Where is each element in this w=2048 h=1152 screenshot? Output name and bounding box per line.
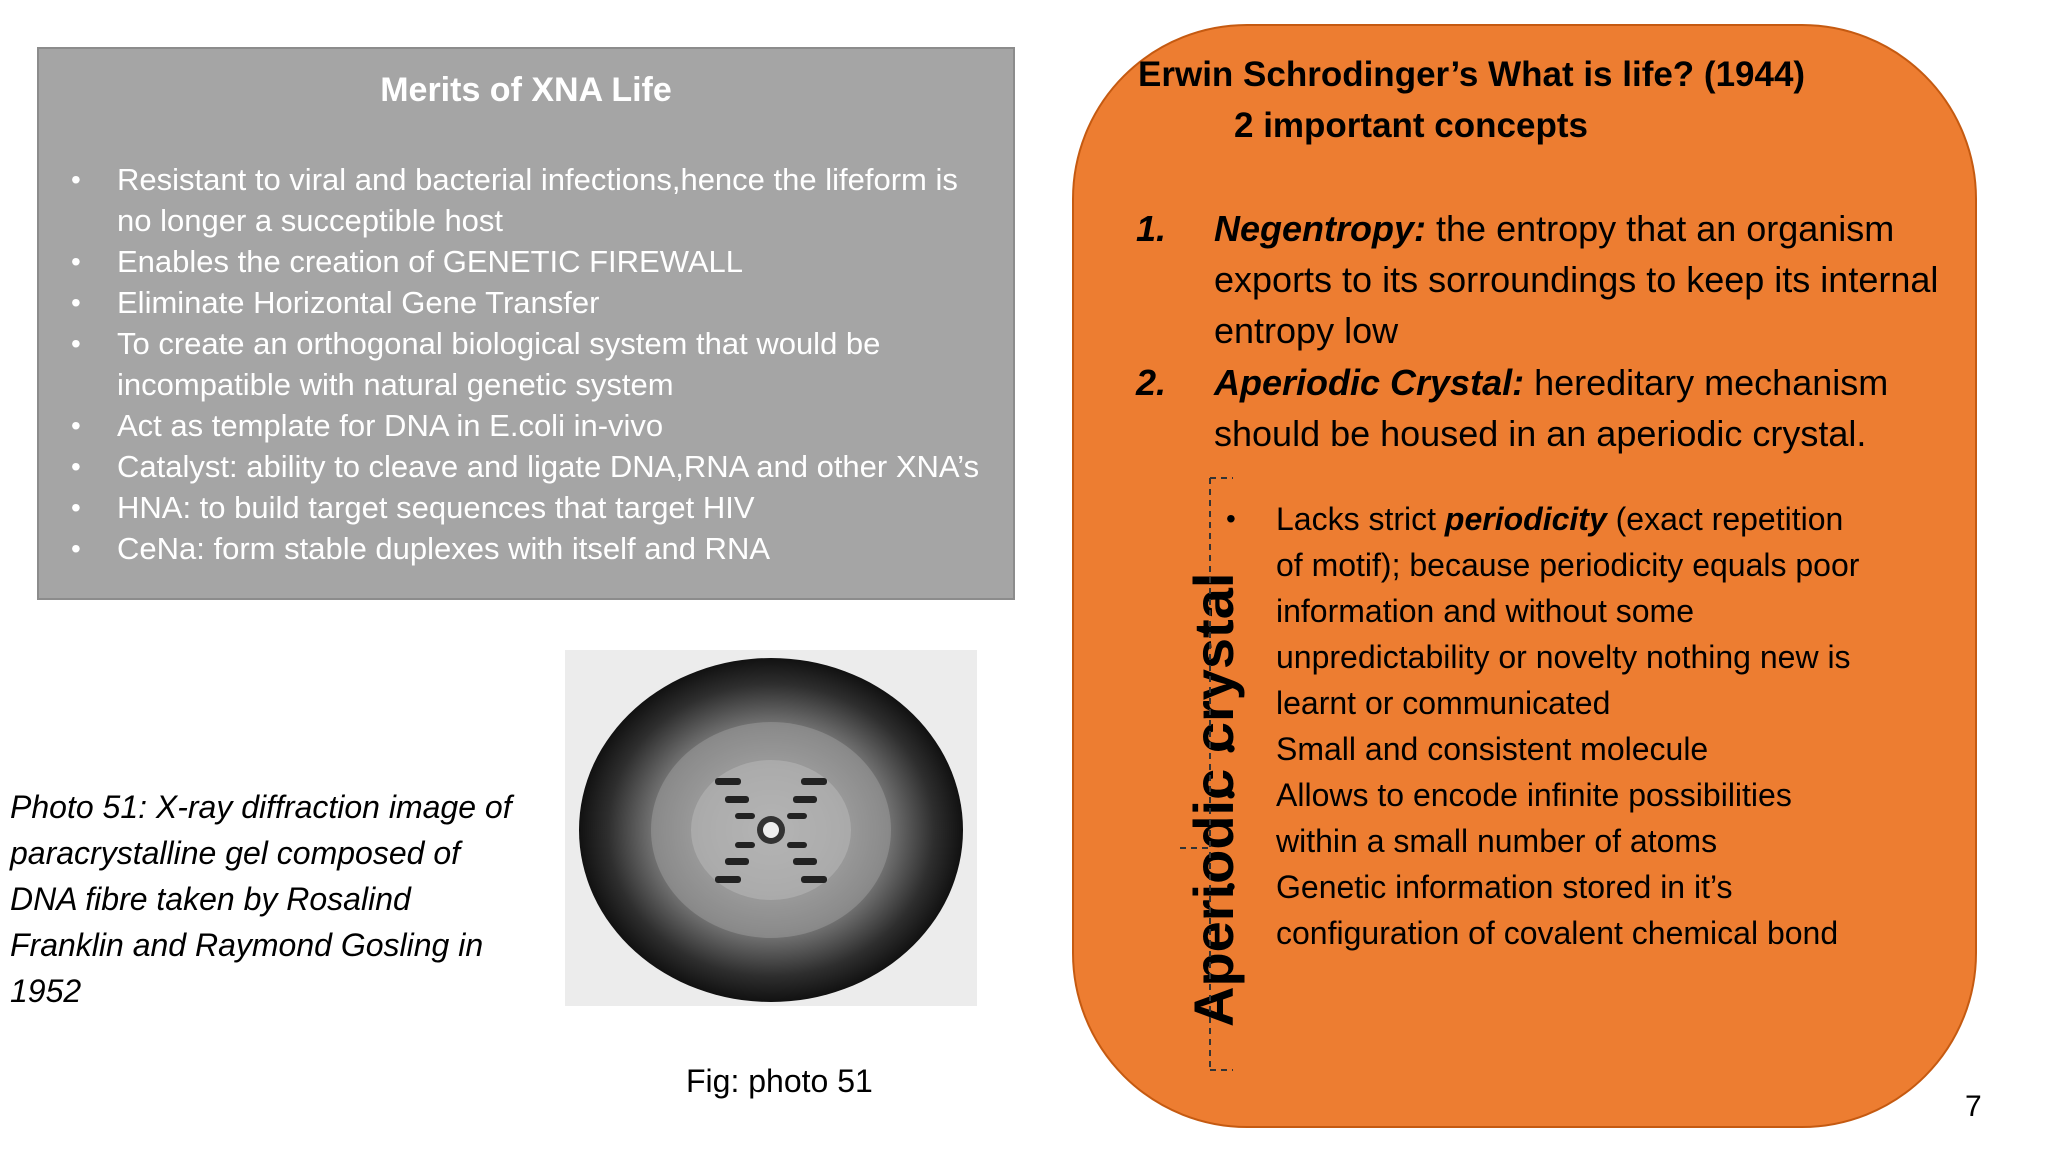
panel-subtitle: 2 important concepts: [1234, 106, 1588, 145]
list-item: • Allows to encode infinite possibilities within a small number of atoms: [1220, 772, 1870, 864]
merits-list: [71, 159, 983, 569]
figure-label: Fig: photo 51: [686, 1063, 873, 1099]
diffraction-pattern-illustration: [565, 650, 977, 1006]
concept-description: hereditary mechanism should be housed in an aperiodic crystal.: [1214, 362, 1889, 454]
photo-caption: Photo 51: X-ray diffraction image of paracrystalline gel composed of DNA fibre taken by Rosalind Franklin and Raymond Gosling in 1952: [10, 789, 512, 1009]
list-item: • Eliminate Horizontal Gene Transfer: [71, 282, 983, 323]
concept-description: the entropy that an organism exports to its sorroundings to keep its internal entropy low: [1214, 208, 1939, 351]
emphasis-periodicity: periodicity: [1444, 501, 1607, 537]
list-item: • To create an orthogonal biological system that would be incompatible with natural genetic system: [71, 323, 983, 405]
concept-number: 2.: [1136, 362, 1167, 403]
concept-number: 1.: [1136, 208, 1167, 249]
page-number: 7: [1965, 1090, 1982, 1123]
list-item: • Genetic information stored in it’s configuration of covalent chemical bond: [1220, 864, 1870, 956]
merits-title: Merits of XNA Life: [380, 71, 672, 109]
aperiodic-crystal-vertical-label: Aperiodic crystal: [1182, 572, 1245, 1027]
list-item: • CeNa: form stable duplexes with itself and RNA: [71, 528, 983, 569]
list-item: • Act as template for DNA in E.coli in-vivo: [71, 405, 983, 446]
panel-title: Erwin Schrodinger’s What is life? (1944): [1138, 55, 1806, 94]
concept-term: Aperiodic Crystal:: [1214, 362, 1525, 403]
list-item: • HNA: to build target sequences that target HIV: [71, 487, 983, 528]
list-item: • Enables the creation of GENETIC FIREWALL: [71, 241, 983, 282]
photo-51-image: [565, 650, 977, 1006]
concept-term: Negentropy:: [1214, 208, 1427, 249]
list-item: • Small and consistent molecule: [1220, 726, 1870, 772]
merits-box: [37, 47, 1015, 600]
list-item: • Catalyst: ability to cleave and ligate DNA,RNA and other XNA’s: [71, 446, 983, 487]
list-item: • Lacks strict periodicity (exact repetition of motif); because periodicity equals poor information and without some unpredictability or novelty nothing new is learnt or communicated: [1220, 496, 1870, 726]
concept-negentropy: [1136, 203, 1976, 356]
aperiodic-crystal-list: [1220, 496, 1870, 956]
list-item: • Resistant to viral and bacterial infections,hence the lifeform is no longer a succeptible host: [71, 159, 983, 241]
concept-aperiodic-crystal: [1136, 357, 1976, 459]
